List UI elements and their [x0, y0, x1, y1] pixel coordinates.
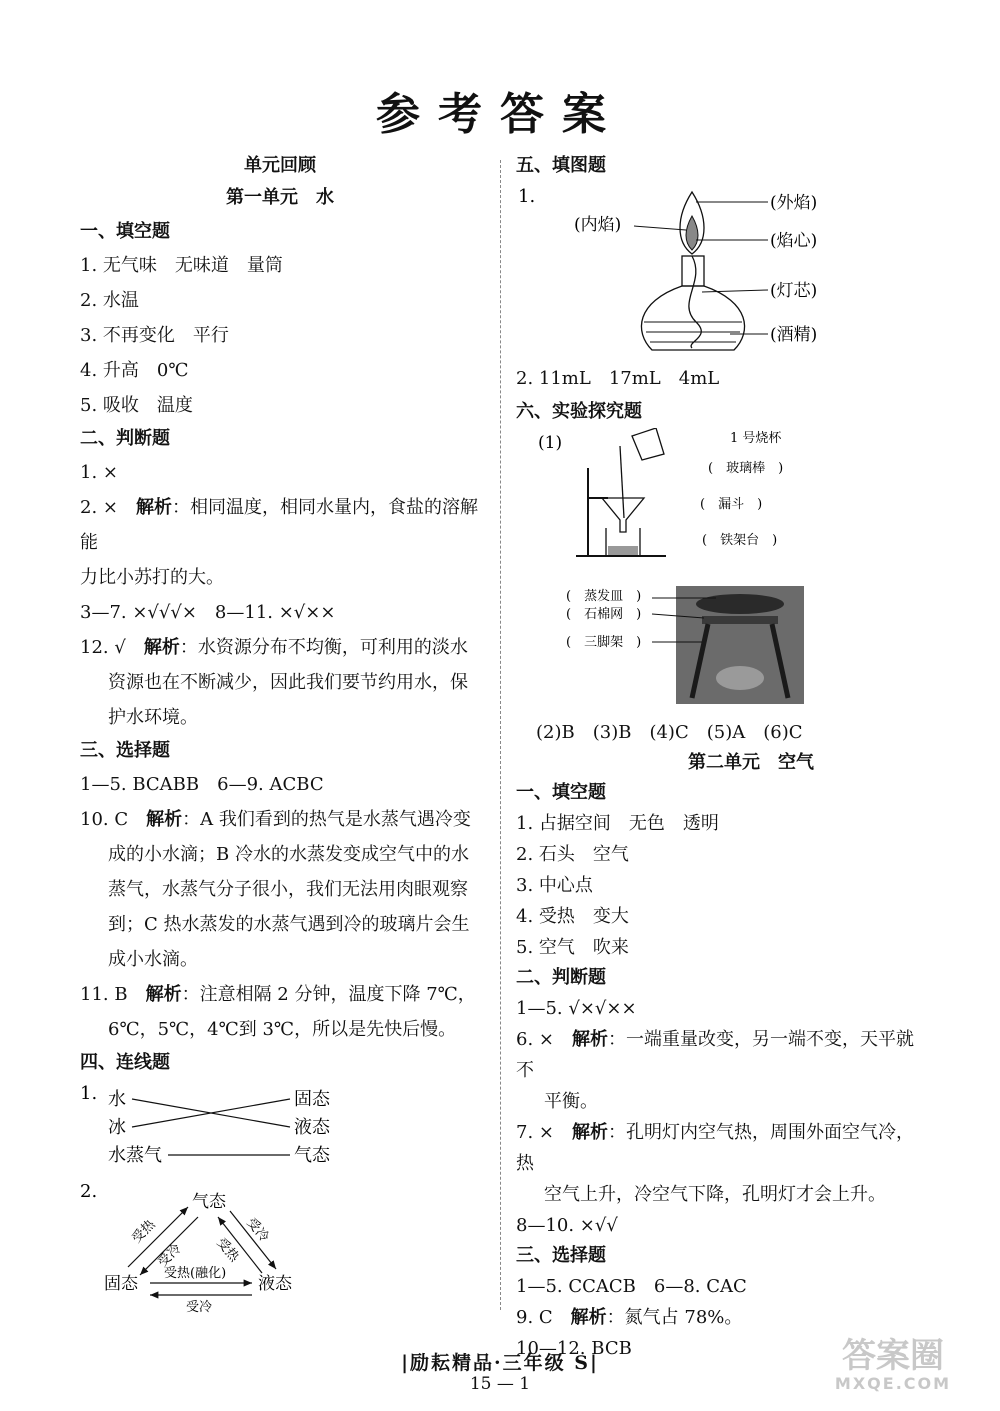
judge-heading: 二、判断题	[80, 428, 170, 449]
answer-line: 资源也在不断减少，因此我们要节约用水，保	[108, 672, 468, 693]
item-number: 12. √	[80, 637, 144, 658]
evaporating-dish	[696, 594, 784, 614]
answer-line: 1. 无气味 无味道 量筒	[80, 255, 283, 276]
section-review-heading: 单元回顾	[244, 155, 316, 176]
answer-line: 2. 11mL 17mL 4mL	[516, 368, 720, 389]
item-number: 2. ×	[80, 497, 136, 518]
label-funnel: ( 漏斗 )	[700, 497, 763, 512]
answer-line: 4. 受热 变大	[516, 906, 629, 927]
analysis-text: ：相同温度，相同水量内，食盐的溶解能	[80, 497, 478, 553]
answer-line: 力比小苏打的大。	[80, 567, 224, 588]
item-number: 1.	[80, 1083, 98, 1104]
wick	[689, 256, 701, 348]
label-melt: 受热(融化)	[164, 1266, 227, 1281]
page-title: 参考答案	[376, 89, 624, 140]
analysis-label: 解析	[135, 497, 172, 518]
unit1-title: 第一单元 水	[226, 187, 334, 208]
beaker-1	[632, 428, 664, 460]
match-left-water: 水	[108, 1089, 126, 1110]
answer-line: 成的小水滴；B 冷水的水蒸发变成空气中的水	[108, 844, 469, 865]
choice-heading: 三、选择题	[80, 740, 170, 761]
answer-line	[80, 490, 480, 560]
watermark-logo	[808, 1338, 978, 1400]
answer-line	[516, 1117, 926, 1179]
label-asbestos-net: ( 石棉网 )	[566, 607, 642, 622]
cycle-solid: 固态	[104, 1274, 138, 1294]
page-number: 15 — 1	[469, 1374, 531, 1394]
unit2-title: 第二单元 空气	[688, 752, 814, 773]
experiment-heading: 六、实验探究题	[516, 401, 642, 422]
label-inner-flame: (内焰)	[574, 215, 622, 235]
item-number: 10. C	[80, 809, 147, 830]
footer-brand: |励耘精品·三年级 S|	[401, 1352, 599, 1374]
analysis-text: ：孔明灯内空气热，周围外面空气冷，热	[516, 1122, 914, 1174]
label-cool: 受冷	[186, 1300, 213, 1315]
answer-line: 2. 石头 空气	[516, 844, 629, 865]
u2-choice-heading: 三、选择题	[516, 1245, 606, 1266]
matching-heading: 四、连线题	[80, 1052, 170, 1073]
label-wick: (灯芯)	[770, 281, 818, 301]
fill-figure-heading: 五、填图题	[516, 155, 606, 176]
answer-line: (2)B (3)B (4)C (5)A (6)C	[536, 722, 803, 743]
label-cool: 受冷	[243, 1215, 272, 1246]
filtrate	[608, 546, 638, 555]
answer-line: 到；C 热水蒸发的水蒸气遇到冷的玻璃片会生	[108, 914, 470, 935]
analysis-text: ：A 我们看到的热气是水蒸气遇冷变	[182, 809, 471, 830]
label-alcohol: (酒精)	[770, 325, 818, 345]
item-number: 6. ×	[516, 1029, 572, 1050]
u2-fill-blank-heading: 一、填空题	[516, 782, 606, 803]
item-number: 11. B	[80, 984, 146, 1005]
label-evaporating-dish: ( 蒸发皿 )	[566, 589, 642, 604]
watermark-url: MXQE.COM	[834, 1374, 952, 1393]
answer-line: 1. 占据空间 无色 透明	[516, 813, 719, 834]
answer-line: 10—12. BCB	[516, 1338, 632, 1359]
alcohol-lamp-diagram	[516, 182, 926, 362]
answer-line: 1. ×	[80, 462, 118, 483]
answer-line	[516, 1024, 926, 1086]
analysis-label: 解析	[145, 984, 182, 1005]
analysis-label: 解析	[571, 1029, 608, 1050]
analysis-text: ：水资源分布不均衡，可利用的淡水	[179, 637, 468, 658]
answer-line: 6℃，5℃，4℃到 3℃，所以是先快后慢。	[108, 1019, 457, 1040]
u2-judge-heading: 二、判断题	[516, 967, 606, 988]
item-number: (1)	[538, 433, 563, 453]
answer-line: 空气上升，冷空气下降，孔明灯才会上升。	[544, 1184, 886, 1205]
answer-line: 1—5. √×√××	[516, 998, 637, 1019]
answer-line	[80, 802, 480, 837]
burner	[716, 666, 764, 690]
label-outer-flame: (外焰)	[770, 193, 818, 213]
experiment-diagram	[516, 428, 926, 718]
leader-line	[634, 226, 686, 230]
answer-line: 4. 升高 0℃	[80, 360, 189, 381]
glass-rod	[620, 446, 624, 518]
answer-line: 3—7. ×√√√× 8—11. ×√××	[80, 602, 336, 623]
answer-line	[80, 977, 480, 1012]
match-right-solid: 固态	[294, 1089, 330, 1110]
analysis-label: 解析	[570, 1307, 607, 1328]
answer-line	[516, 1302, 926, 1333]
answer-line: 成小水滴。	[108, 949, 198, 970]
left-column	[80, 150, 480, 1317]
cycle-gas: 气态	[192, 1192, 226, 1212]
label-beaker-1: 1 号烧杯	[730, 431, 782, 446]
label-flame-core: (焰心)	[770, 231, 818, 251]
match-right-gas: 气态	[294, 1145, 330, 1166]
answer-line: 护水环境。	[108, 707, 198, 728]
state-cycle-diagram	[80, 1177, 480, 1317]
answer-line: 5. 吸收 温度	[80, 395, 193, 416]
match-left-vapor: 水蒸气	[108, 1145, 162, 1166]
match-right-liquid: 液态	[294, 1117, 330, 1138]
answer-line: 蒸气，水蒸气分子很小，我们无法用肉眼观察	[108, 879, 468, 900]
answer-line: 3. 不再变化 平行	[80, 325, 229, 346]
column-divider	[500, 160, 501, 1310]
item-number: 7. ×	[516, 1122, 572, 1143]
label-iron-stand: ( 铁架台 )	[702, 533, 778, 548]
answer-line: 5. 空气 吹来	[516, 937, 629, 958]
analysis-text: ：氮气占 78%。	[606, 1307, 743, 1328]
analysis-label: 解析	[146, 809, 183, 830]
match-left-ice: 冰	[108, 1117, 126, 1138]
answer-line: 2. 水温	[80, 290, 139, 311]
asbestos-net	[702, 616, 778, 624]
fill-blank-heading: 一、填空题	[80, 221, 170, 242]
item-number: 1.	[518, 186, 536, 207]
analysis-label: 解析	[143, 637, 180, 658]
analysis-label: 解析	[571, 1122, 608, 1143]
inner-flame	[686, 216, 698, 250]
label-glass-rod: ( 玻璃棒 )	[708, 461, 784, 476]
answer-line: 平衡。	[544, 1091, 598, 1112]
watermark-text: 答案圈	[842, 1336, 944, 1376]
answer-line	[80, 630, 480, 665]
leader-line	[702, 290, 768, 292]
analysis-text: ：注意相隔 2 分钟，温度下降 7℃，	[181, 984, 476, 1005]
answer-line: 8—10. ×√√	[516, 1215, 618, 1236]
label-heat: 受热	[129, 1217, 159, 1247]
lamp-neck	[682, 256, 704, 286]
answer-line: 1—5. BCABB 6—9. ACBC	[80, 774, 324, 795]
right-column	[516, 150, 926, 1364]
item-number: 2.	[80, 1181, 98, 1202]
matching-diagram	[80, 1079, 480, 1169]
answer-line: 3. 中心点	[516, 875, 593, 896]
cycle-liquid: 液态	[258, 1274, 292, 1294]
label-heat: 受热	[213, 1235, 242, 1266]
answer-line: 1—5. CCACB 6—8. CAC	[516, 1276, 747, 1297]
item-number: 9. C	[516, 1307, 571, 1328]
label-cool: 受冷	[155, 1241, 185, 1271]
label-tripod: ( 三脚架 )	[566, 635, 642, 650]
analysis-text: ：一端重量改变，另一端不变，天平就不	[516, 1029, 914, 1081]
